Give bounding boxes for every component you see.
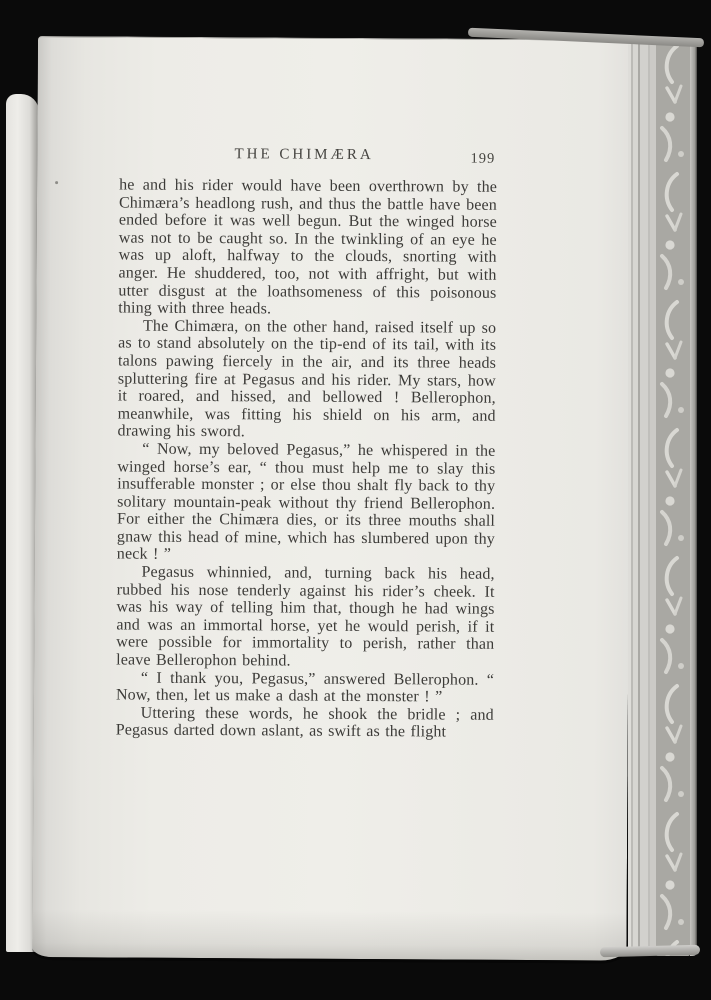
paragraph: “ I thank you, Pegasus,” answered Bellerophon. “ Now, then, let us make a dash at the monster ! ” [115,669,495,706]
running-header [119,145,497,169]
page-bottom-shadow [32,909,626,961]
paragraph: Pegasus whinnied, and, turning back his head, rubbed his nose tenderly against his rider’s cheek. It was his way of telling him that, though he had wings and was an immortal horse, yet he would perish, if it were possible for immortality to perish, rather than leave Bellerophon behind. [116,563,495,670]
paragraph: he and his rider would have been overthrown by the Chimæra’s headlong rush, and thus the battle have been ended before it was well begun. But the winged horse was not to be caught so. In the twinkling of an eye he was up aloft, halfway to the clouds, snorting with anger. He shuddered, too, not with affright, but with utter disgust at the loathsomeness of this poisonous thing with three heads. [118,176,498,318]
cover-fore-edge [690,38,697,956]
paragraph: Uttering these words, he shook the bridle ; and Pegasus darted down aslant, as swift as the flight [115,704,494,741]
page-title: THE CHIMÆRA [234,146,374,164]
book-right-page-edges [628,42,656,954]
decorated-cover-border [656,40,690,956]
vine-pattern-icon [656,40,690,956]
paragraph: The Chimæra, on the other hand, raised itself up so as to stand absolutely on the tip-end of its tail, with its talons pawing fiercely in the air, and its three heads spluttering fire at Pegasus and his rider. My stars, how it roared, and hissed, and bellowed ! Bellerophon, meanwhile, was fitting his shield on his arm, and drawing his sword. [117,317,497,441]
body-text [116,176,497,741]
page-content [116,145,498,741]
page-number: 199 [470,150,496,167]
paragraph: “ Now, my beloved Pegasus,” he whispered in the winged horse’s ear, “ thou must help me to slay this insufferable monster ; or else thou shalt fly back to thy solitary mountain-peak without thy friend Bellerophon. For either the Chimæra dies, or its three mouths shall gnaw this head of mine, which has slumbered upon thy neck ! ” [116,440,496,564]
book-page [32,36,632,961]
dust-speck [55,181,58,184]
